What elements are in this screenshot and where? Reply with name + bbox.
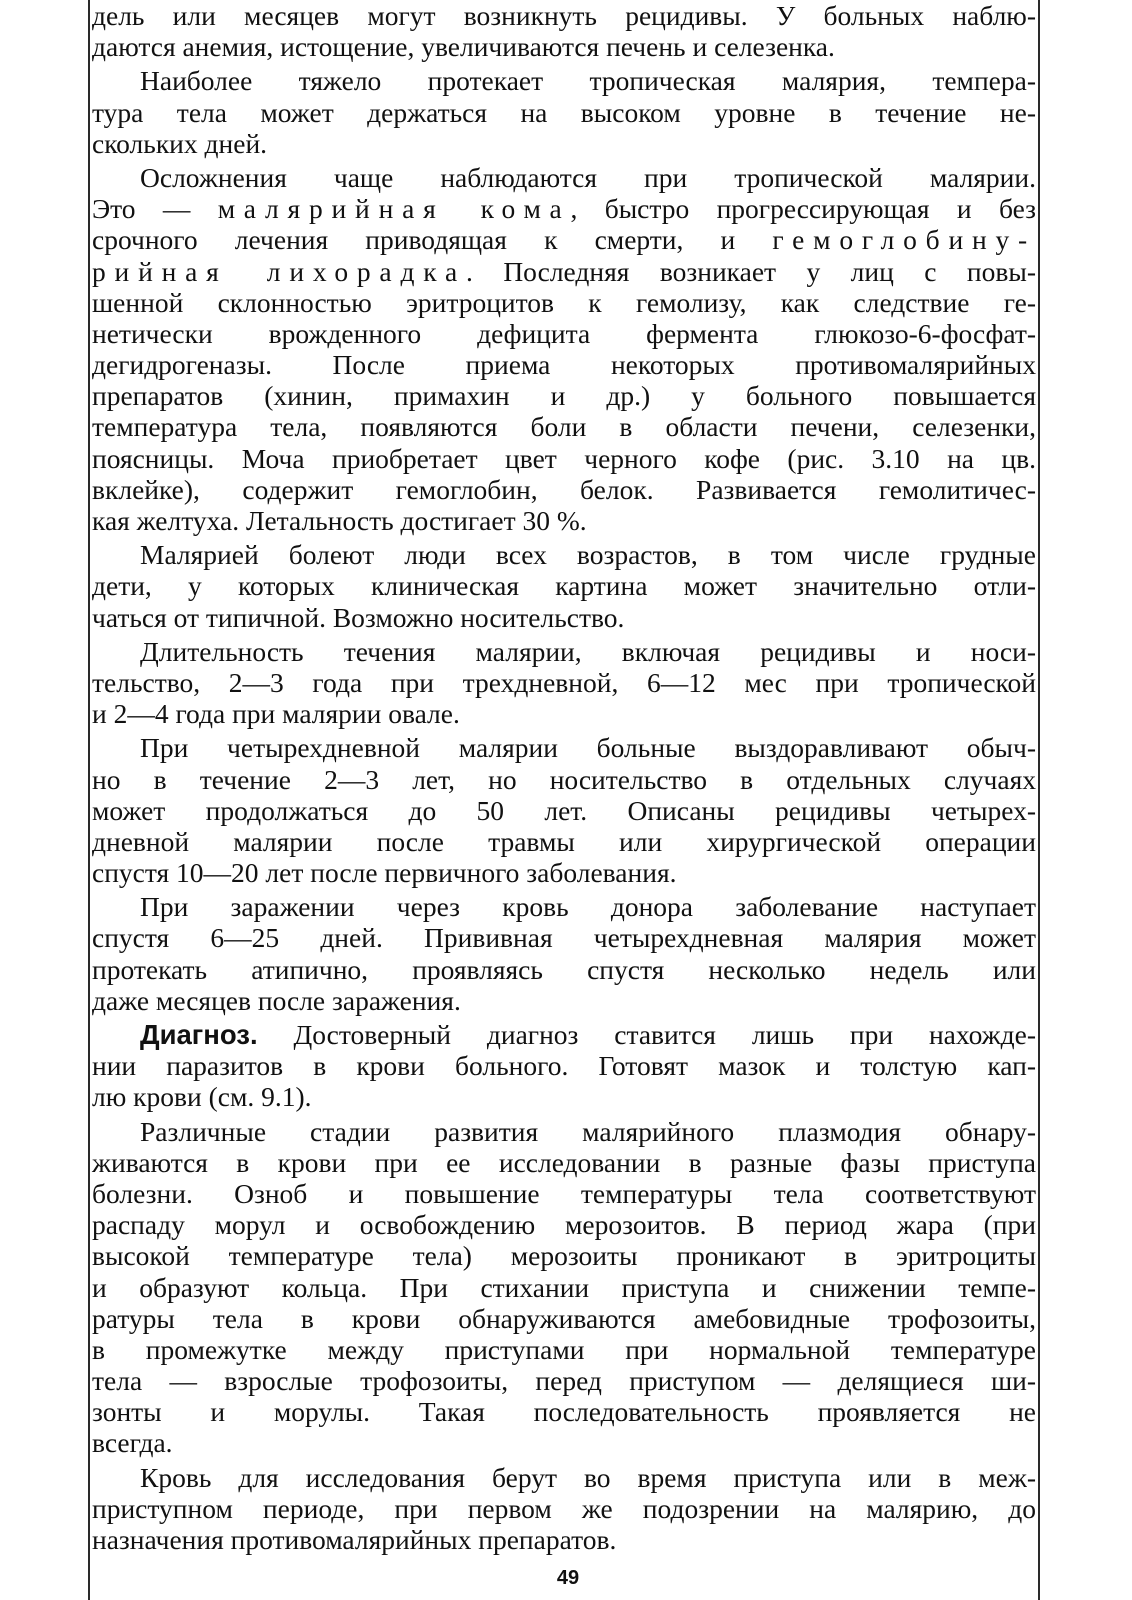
text-line: даются анемия, истощение, увеличиваются печень и селезенка. <box>92 31 835 63</box>
paragraph <box>92 1019 1036 1113</box>
text-line <box>92 256 1036 287</box>
text-line: Различные стадии развития малярийного плазмодия обнару- <box>140 1115 1036 1147</box>
paragraph <box>92 636 1036 730</box>
text-run: , быстро прогрессирующая и без <box>570 193 1036 225</box>
text-line: живаются в крови при ее исследовании в разные фазы приступа <box>92 1146 1036 1178</box>
text-line: дегидрогеназы. После приема некоторых противомалярийных <box>92 349 1036 381</box>
text-line: и 2—4 года при малярии овале. <box>92 698 460 730</box>
text-line: тела — взрослые трофозоиты, перед приступом — делящиеся ши- <box>92 1365 1036 1397</box>
text-line: даже месяцев после заражения. <box>92 984 461 1016</box>
paragraph <box>92 162 1036 536</box>
right-margin-rule <box>1038 0 1040 1600</box>
paragraph <box>92 891 1036 1016</box>
paragraph <box>92 539 1036 633</box>
text-line: нетически врожденного дефицита фермента глюкозо-6-фосфат- <box>92 317 1036 349</box>
text-line: но в течение 2—3 лет, но носительство в отдельных случаях <box>92 763 1036 795</box>
text-line: шенной склонностью эритроцитов к гемолизу, как следствие ге- <box>92 286 1036 318</box>
text-line: тельство, 2—3 года при трехдневной, 6—12 мес при тропической <box>92 666 1036 698</box>
text-run: Достоверный диагноз ставится лишь при нахожде- <box>257 1019 1036 1050</box>
text-line: Наиболее тяжело протекает тропическая малярия, темпера- <box>140 65 1036 97</box>
paragraph <box>92 1462 1036 1556</box>
text-line: Кровь для исследования берут во время приступа или в меж- <box>140 1461 1036 1493</box>
text-line: может продолжаться до 50 лет. Описаны рецидивы четырех- <box>92 794 1036 826</box>
text-line <box>92 193 1036 224</box>
text-line: болезни. Озноб и повышение температуры тела соответствуют <box>92 1177 1036 1209</box>
text-line: нии паразитов в крови больного. Готовят мазок и толстую кап- <box>92 1050 1036 1082</box>
text-run: срочного лечения приводящая к смерти, и <box>92 224 773 256</box>
text-line: препаратов (хинин, примахин и др.) у больного повышается <box>92 380 1036 412</box>
text-line: лю крови (см. 9.1). <box>92 1081 312 1113</box>
section-heading: Диагноз. <box>140 1019 258 1050</box>
text-line: спустя 6—25 дней. Прививная четырехдневная малярия может <box>92 922 1036 954</box>
text-line: ратуры тела в крови обнаруживаются амебовидные трофозоиты, <box>92 1302 1036 1334</box>
text-line: тура тела может держаться на высоком уровне в течение не- <box>92 96 1036 128</box>
text-line: в промежутке между приступами при нормальной температуре <box>92 1333 1036 1365</box>
text-line <box>92 1019 1036 1050</box>
spaced-term: рийная лихорадка <box>92 255 466 287</box>
text-line: назначения противомалярийных препаратов. <box>92 1524 617 1555</box>
text-line: приступном периоде, при первом же подозрении на малярию, до <box>92 1492 1036 1524</box>
paragraph <box>92 65 1036 159</box>
text-line: протекать атипично, проявляясь спустя несколько недель или <box>92 953 1036 985</box>
paragraph <box>92 0 1036 62</box>
text-line: дети, у которых клиническая картина может значительно отли- <box>92 570 1036 602</box>
text-line: чаться от типичной. Возможно носительство. <box>92 601 625 633</box>
text-line: зонты и морулы. Такая последовательность проявляется не <box>92 1396 1036 1428</box>
spaced-term: гемоглобину- <box>772 224 1036 256</box>
text-run: Это — <box>92 193 218 225</box>
text-line: температура тела, появляются боли в области печени, селезенки, <box>92 411 1036 443</box>
paragraph <box>92 1116 1036 1459</box>
text-line: и образуют кольца. При стихании приступа и снижении темпе- <box>92 1271 1036 1303</box>
text-run: . Последняя возникает у лиц с повы- <box>466 255 1037 287</box>
spaced-term: малярийная кома <box>217 193 571 225</box>
text-line: кая желтуха. Летальность достигает 30 %. <box>92 505 587 536</box>
text-line: При четырехдневной малярии больные выздоравливают обыч- <box>140 732 1036 764</box>
text-line: всегда. <box>92 1427 173 1459</box>
text-line: распаду морул и освобождению мерозоитов. В период жара (при <box>92 1209 1036 1241</box>
paragraph <box>92 732 1036 888</box>
text-column <box>92 0 1036 1555</box>
text-line: высокой температуре тела) мерозоиты проникают в эритроциты <box>92 1240 1036 1272</box>
text-line: дель или месяцев могут возникнуть рецидивы. У больных наблю- <box>92 0 1036 31</box>
text-line: дневной малярии после травмы или хирургической операции <box>92 825 1036 857</box>
text-line: Малярией болеют люди всех возрастов, в том числе грудные <box>140 539 1036 571</box>
text-line <box>92 224 1036 255</box>
left-margin-rule <box>88 0 90 1600</box>
text-line: поясницы. Моча приобретает цвет черного кофе (рис. 3.10 на цв. <box>92 442 1036 474</box>
text-line: При заражении через кровь донора заболевание наступает <box>140 891 1036 923</box>
page-number: 49 <box>556 1567 580 1589</box>
text-line: скольких дней. <box>92 127 268 159</box>
text-line: спустя 10—20 лет после первичного заболевания. <box>92 857 677 889</box>
text-line: Длительность течения малярии, включая рецидивы и носи- <box>140 635 1036 667</box>
text-line: Осложнения чаще наблюдаются при тропической малярии. <box>140 161 1036 193</box>
text-line: вклейке), содержит гемоглобин, белок. Развивается гемолитичес- <box>92 473 1036 505</box>
